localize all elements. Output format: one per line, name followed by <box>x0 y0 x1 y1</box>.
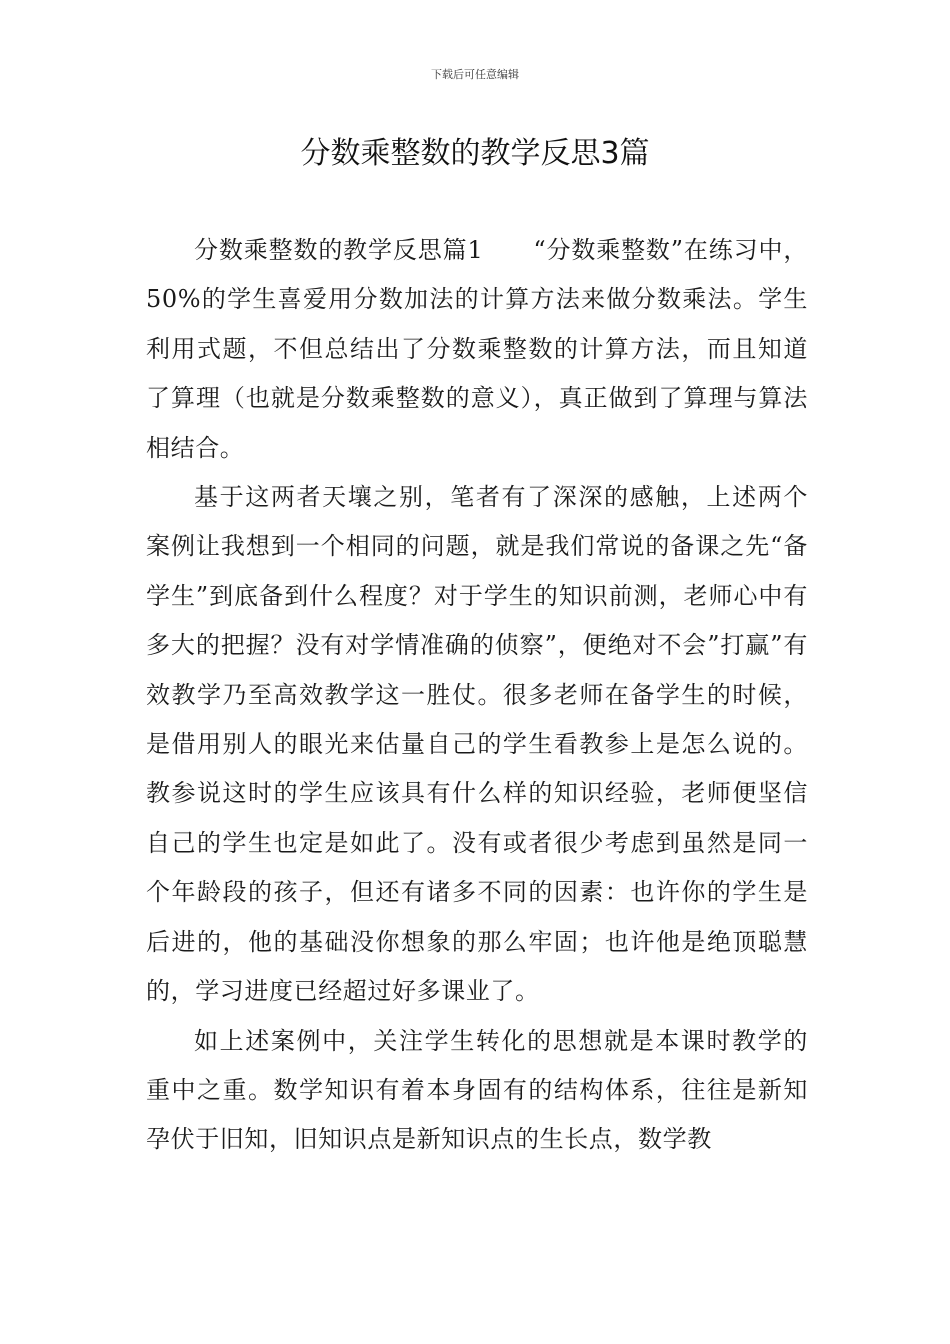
document-title: 分数乘整数的教学反思3篇 <box>300 136 650 171</box>
header-note: 下载后可任意编辑 <box>431 68 519 81</box>
document-body <box>146 226 808 1165</box>
paragraph: 如上述案例中，关注学生转化的思想就是本课时教学的重中之重。数学知识有着本身固有的结构体系，往往是新知孕伏于旧知，旧知识点是新知识点的生长点，数学教 <box>146 1026 808 1154</box>
paragraph: 分数乘整数的教学反思篇1 “分数乘整数”在练习中，50%的学生喜爱用分数加法的计算方法来做分数乘法。学生利用式题，不但总结出了分数乘整数的计算方法，而且知道了算理（也就是分数乘整数的意义），真正做到了算理与算法相结合。 <box>146 236 808 462</box>
paragraph: 基于这两者天壤之别，笔者有了深深的感触，上述两个案例让我想到一个相同的问题，就是我们常说的备课之先“备学生”到底备到什么程度？对于学生的知识前测，老师心中有多大的把握？没有对学情准确的侦察”，便绝对不会”打赢”有效教学乃至高效教学这一胜仗。很多老师在备学生的时候，是借用别人的眼光来估量自己的学生看教参上是怎么说的。教参说这时的学生应该具有什么样的知识经验，老师便坚信自己的学生也定是如此了。没有或者很少考虑到虽然是同一个年龄段的孩子，但还有诸多不同的因素：也许你的学生是后进的，他的基础没你想象的那么牢固；也许他是绝顶聪慧的，学习进度已经超过好多课业了。 <box>146 483 808 1006</box>
